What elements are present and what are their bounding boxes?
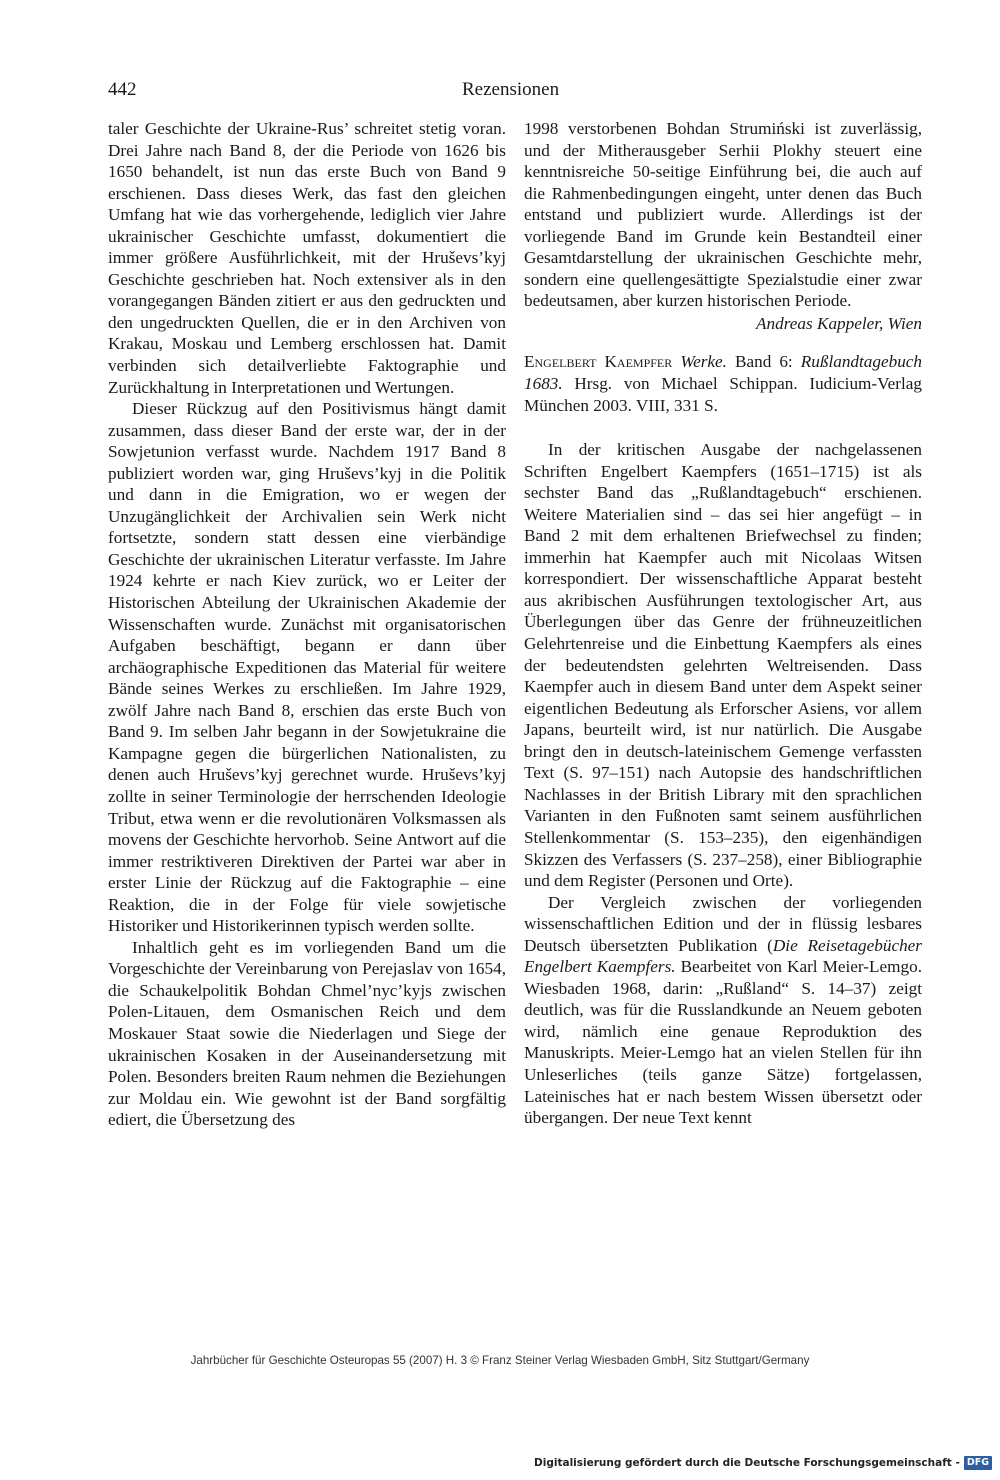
book-subtitle: Rußlandtagebuch 1683. bbox=[524, 352, 923, 394]
book-publication-details: Hrsg. von Michael Schippan. Iudicium-Verlag München 2003. VIII, 331 S. bbox=[524, 374, 922, 415]
review-signature: Andreas Kappeler, Wien bbox=[756, 313, 922, 333]
cited-title: Die Reisetagebücher Engelbert Kaempfers. bbox=[524, 935, 922, 977]
right-column bbox=[524, 118, 922, 1129]
paragraph: Inhaltlich geht es im vorliegenden Band um die Vorgeschichte der Vereinbarung von Perejaslav von 1654, die Schaukelpolitik Bohdan Chmel’nyc’kyjs zwischen Polen-Litauen, dem Osmanischen Reich und dem Moskauer Staat sowie die Niederlagen und Siege der ukrainischen Kosaken in der Auseinandersetzung mit Polen. Besonders breiten Raum nehmen die Beziehungen zur Moldau ein. Wie gewohnt ist der Band sorgfältig ediert, die Übersetzung des bbox=[108, 937, 506, 1130]
digitization-note bbox=[534, 1455, 992, 1471]
dfg-logo: DFG bbox=[964, 1456, 992, 1470]
page-number: 442 bbox=[108, 79, 137, 100]
paragraph: In der kritischen Ausgabe der nachgelassenen Schriften Engelbert Kaempfers (1651–1715) ist als sechster Band das „Rußlandtagebuch“ erschienen. Weitere Materialien sind – das sei hier angefügt – in Band 2 mit dem erhaltenen Briefwechsel zu finden; immerhin hat Kaempfer auch mit Nicolaas Witsen korrespondiert. Der wissenschaftliche Apparat besteht aus akribischen Ausführungen textologischer Art, aus Überlegungen über das Genre der frühneuzeitlichen Gelehrtenreise und die Einbettung Kaempfers als eines der bedeutendsten gelehrten Weltreisenden. Dass Kaempfer auch in diesem Band unter dem Aspekt seiner eigentlichen Bedeutung als Erforscher Asiens, vor allem Japans, beurteilt wird, ist nur natürlich. Die Ausgabe bringt den in deutsch-lateinischem Gemenge verfassten Text (S. 97–151) nach Autopsie des handschriftlichen Nachlasses in der British Library mit den sprachlichen Varianten in den Fußnoten samt seinem ausführlichen Stellenkommentar (S. 153–235), den eigenhändigen Skizzen des Verfassers (S. 237–258), einer Bibliographie und dem Register (Personen und Orte). bbox=[524, 440, 922, 891]
paragraph: taler Geschichte der Ukraine-Rus’ schreitet stetig voran. Drei Jahre nach Band 8, der die Periode von 1626 bis 1650 behandelt, ist nun das erste Buch von Band 9 erschienen. Dass dieses Werk, das fast den gleichen Umfang hat wie das vorhergehende, lediglich vier Jahre ukrainischer Geschichte umfasst, dokumentiert die immer größere Ausführlichkeit, mit der Hruševs’kyj Geschichte geschrieben hat. Noch extensiver als in den vorangegangen Bänden zitiert er aus den gedruckten und den ungedruckten Quellen, die er in den Archiven von Krakau, Moskau und Lemberg erschlossen hat. Damit verbinden sich detailverliebte Faktographie und Zurückhaltung in Interpretationen und Wertungen. bbox=[108, 119, 506, 397]
paragraph bbox=[524, 892, 922, 1129]
bibliographic-heading bbox=[524, 351, 922, 416]
journal-footer: Jahrbücher für Geschichte Osteuropas 55 (2007) H. 3 © Franz Steiner Verlag Wiesbaden GmbH, Sitz Stuttgart/Germany bbox=[190, 1354, 810, 1367]
digitization-note-text: Digitalisierung gefördert durch die Deutsche Forschungsgemeinschaft - bbox=[534, 1457, 960, 1469]
paragraph: Dieser Rückzug auf den Positivismus hängt damit zusammen, dass dieser Band der erste war, der in der Sowjetunion verfasst wurde. Nachdem 1917 Band 8 publiziert worden war, ging Hruševs’kyj in die Politik und dann in die Emigration, wo er wegen der Unzugänglichkeit der Archivalien sein Werk nicht fortsetzte, sondern statt dessen eine vierbändige Geschichte der ukrainischen Literatur verfasste. Im Jahre 1924 kehrte er nach Kiev zurück, wo er Leiter der Historischen Abteilung der Ukrainischen Akademie der Wissenschaften wurde. Zunächst mit organisatorischen Aufgaben beschäftigt, begann er dann über archäographische Expeditionen das Material für weitere Bände seines Werkes zu erschließen. Im Jahre 1929, zwölf Jahre nach Band 8, erschien das erste Buch von Band 9. Im selben Jahr begann in der Sowjetukraine die Kampagne gegen die bürgerlichen Nationalisten, zu denen auch Hruševs’kyj gerechnet wurde. Hruševs’kyj zollte in seiner Terminologie der herrschenden Ideologie Tribut, etwa wenn er die revolutionären Volksmassen als movens der Geschichte hervorhob. Seine Antwort auf die immer restriktiveren Direktiven der Partei war aber in erster Linie der Rückzug auf die Faktographie – eine Reaktion, die in der Folge für viele sowjetische Historiker und Historikerinnen typisch werden sollte. bbox=[108, 399, 506, 936]
text-run: Der Vergleich zwischen der vorliegenden wissenschaftlichen Edition und der in flüssig lesbares Deutsch übersetzten Publikation ( bbox=[524, 892, 922, 955]
text-run: Bearbeitet von Karl Meier-Lemgo. Wiesbaden 1968, darin: „Rußland“ S. 14–37) zeigt deutlich, was für die Russlandkunde an Neuem geboten wird, nämlich eine genaue Reproduktion des Manuskripts. Meier-Lemgo hat an vielen Stellen für ihn Unleserliches (teils ganze Sätze) fortgelassen, Lateinisches hat er nach bestem Wissen übersetzt oder übergangen. Der neue Text kennt bbox=[524, 957, 922, 1128]
book-volume: Band 6: bbox=[726, 352, 801, 372]
running-head: Rezensionen bbox=[462, 79, 560, 100]
book-title: Werke. bbox=[680, 352, 727, 372]
book-author: Engelbert Kaempfer bbox=[524, 352, 673, 372]
left-column bbox=[108, 118, 506, 1131]
paragraph: 1998 verstorbenen Bohdan Strumiński ist zuverlässig, und der Mitherausgeber Serhii Plokhy steuert eine kenntnisreiche 50-seitige Einführung bei, die auch auf die Rahmenbedingungen eingeht, unter denen das Buch entstand und publiziert wurde. Allerdings ist der vorliegende Band im Grunde kein Bestandteil einer Gesamtdarstellung der ukrainischen Geschichte mehr, sondern eine quellengesättigte Spezialstudie einer zwar bedeutsamen, aber kurzen historischen Periode. bbox=[524, 119, 922, 311]
